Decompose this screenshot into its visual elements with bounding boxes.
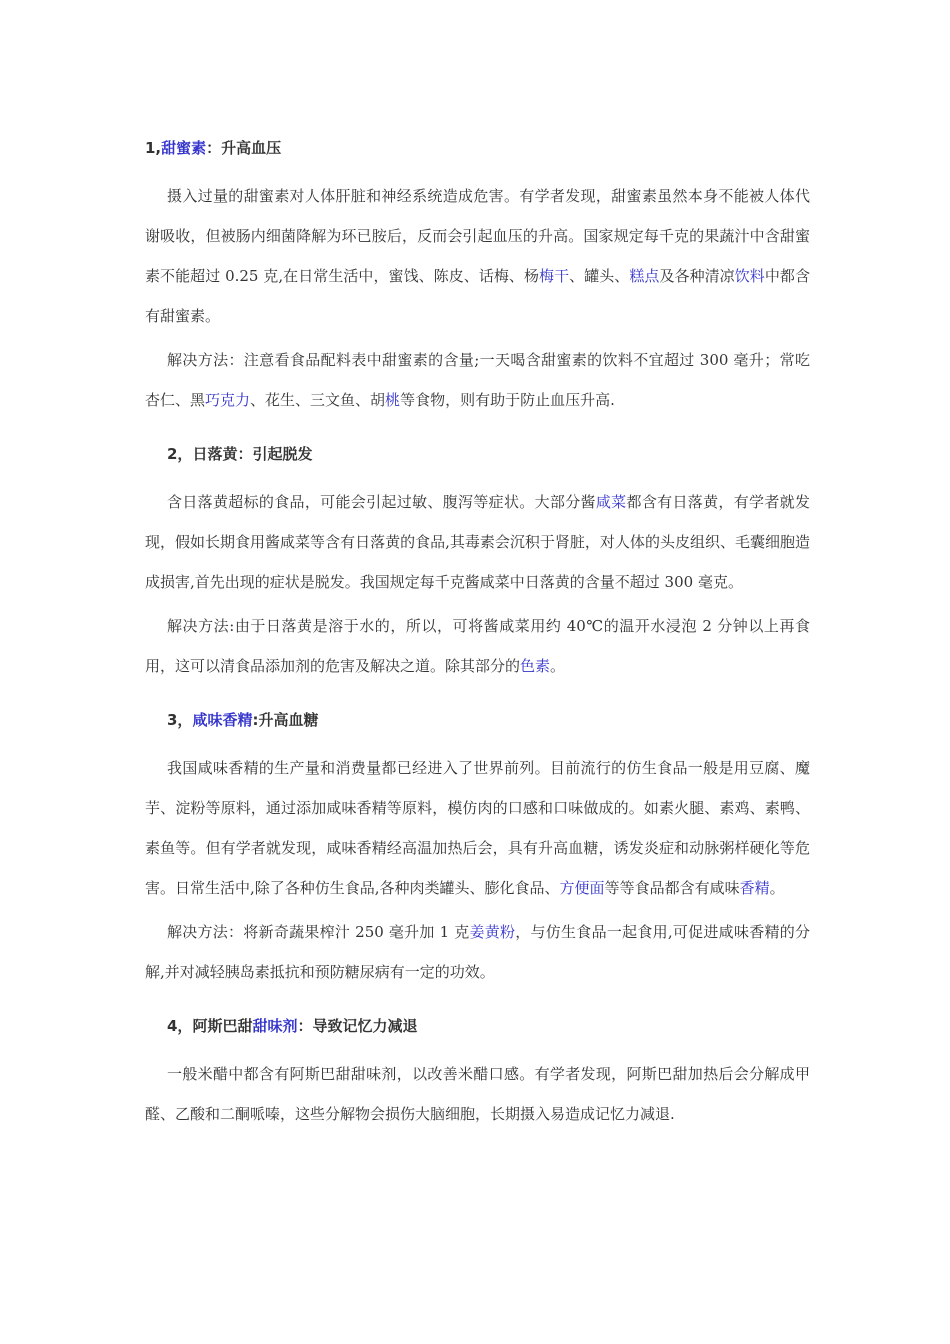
paragraph-text: 解决方法：将新奇蔬果榨汁 250 毫升加 1 克: [167, 923, 470, 941]
paragraph-text: 、罐头、: [569, 267, 630, 285]
section-title-rest: 日落黄：引起脱发: [192, 445, 313, 463]
section-title-pre: 阿斯巴甜: [192, 1017, 253, 1035]
paragraph-text: 摄入过量的甜蜜素对人体肝脏和神经系统造成危害。有学者发现，甜蜜素虽然本身不能被人体代谢吸收，但被肠内细菌降解为环已胺后，反而会引起血压的升高。国家规定每千克的果蔬汁中含甜蜜素不能超过 0.25 克,在日常生活中，蜜饯、陈皮、话梅、杨: [145, 187, 810, 285]
section-title-rest: ：导致记忆力减退: [297, 1017, 418, 1035]
paragraph-text: 等等食品都含有咸味: [604, 879, 740, 897]
inline-link[interactable]: 梅干: [539, 267, 570, 285]
section-number: 3，: [167, 711, 193, 729]
paragraph: [145, 912, 810, 992]
link-sweetener[interactable]: 甜蜜素: [161, 139, 207, 157]
document-body: [145, 128, 810, 1134]
inline-link[interactable]: 巧克力: [205, 391, 251, 409]
paragraph-text: 、花生、三文鱼、胡: [250, 391, 386, 409]
paragraph-text: ，与仿生食品一起食用,可促进咸味香精的分解,并对减轻胰岛素抵抗和预防糖尿病有一定的功效。: [145, 923, 810, 981]
section-number: 2，: [167, 445, 193, 463]
paragraph: [145, 482, 810, 602]
section-number: 4，: [167, 1017, 193, 1035]
paragraph-text: 一般米醋中都含有阿斯巴甜甜味剂，以改善米醋口感。有学者发现，阿斯巴甜加热后会分解成甲醛、乙酸和二酮哌嗪，这些分解物会损伤大脑细胞，长期摄入易造成记忆力减退.: [145, 1065, 810, 1123]
section-heading-2: [145, 444, 810, 464]
inline-link[interactable]: 方便面: [559, 879, 605, 897]
inline-link[interactable]: 桃: [385, 391, 401, 409]
paragraph: [145, 176, 810, 336]
section-heading-4: [145, 1016, 810, 1036]
paragraph-text: 我国咸味香精的生产量和消费量都已经进入了世界前列。目前流行的仿生食品一般是用豆腐、魔芋、淀粉等原料，通过添加咸味香精等原料，模仿肉的口感和口味做成的。如素火腿、素鸡、素鸭、素鱼等。但有学者就发现，咸味香精经高温加热后会，具有升高血糖，诱发炎症和动脉粥样硬化等危害。日常生活中,除了各种仿生食品,各种肉类罐头、膨化食品、: [145, 759, 810, 897]
inline-link[interactable]: 香精: [739, 879, 770, 897]
section-number: 1,: [145, 139, 162, 157]
paragraph-text: 都含有日落黄，有学者就发现，假如长期食用酱咸菜等含有日落黄的食品,其毒素会沉积于肾脏，对人体的头皮组织、毛囊细胞造成损害,首先出现的症状是脱发。我国规定每千克酱咸菜中日落黄的含量不超过 300 毫克。: [145, 493, 810, 591]
paragraph: [145, 1054, 810, 1134]
inline-link[interactable]: 糕点: [629, 267, 660, 285]
paragraph-text: 及各种清凉: [659, 267, 735, 285]
paragraph: [145, 340, 810, 420]
link-sweetening-agent[interactable]: 甜味剂: [252, 1017, 298, 1035]
section-title-rest: :升高血糖: [252, 711, 319, 729]
inline-link[interactable]: 姜黄粉: [469, 923, 516, 941]
section-heading-1: [145, 138, 810, 158]
paragraph: [145, 748, 810, 908]
paragraph-text: 。: [550, 657, 566, 675]
paragraph-text: 中都含有甜蜜素。: [145, 267, 810, 325]
paragraph-text: 解决方法:由于日落黄是溶于水的，所以，可将酱咸菜用约 40℃的温开水浸泡 2 分钟以上再食用，这可以清食品添加剂的危害及解决之道。除其部分的: [145, 617, 810, 675]
inline-link[interactable]: 咸菜: [595, 493, 627, 511]
inline-link[interactable]: 饮料: [734, 267, 765, 285]
paragraph-text: 。: [769, 879, 785, 897]
paragraph-text: 含日落黄超标的食品，可能会引起过敏、腹泻等症状。大部分酱: [167, 493, 596, 511]
link-savory-flavor[interactable]: 咸味香精: [192, 711, 253, 729]
paragraph-text: 解决方法：注意看食品配料表中甜蜜素的含量;一天喝含甜蜜素的饮料不宜超过 300 毫升；常吃杏仁、黑: [145, 351, 810, 409]
paragraph: [145, 606, 810, 686]
section-title-rest: ：升高血压: [206, 139, 282, 157]
inline-link[interactable]: 色素: [520, 657, 551, 675]
paragraph-text: 等食物，则有助于防止血压升高.: [400, 391, 615, 409]
section-heading-3: [145, 710, 810, 730]
